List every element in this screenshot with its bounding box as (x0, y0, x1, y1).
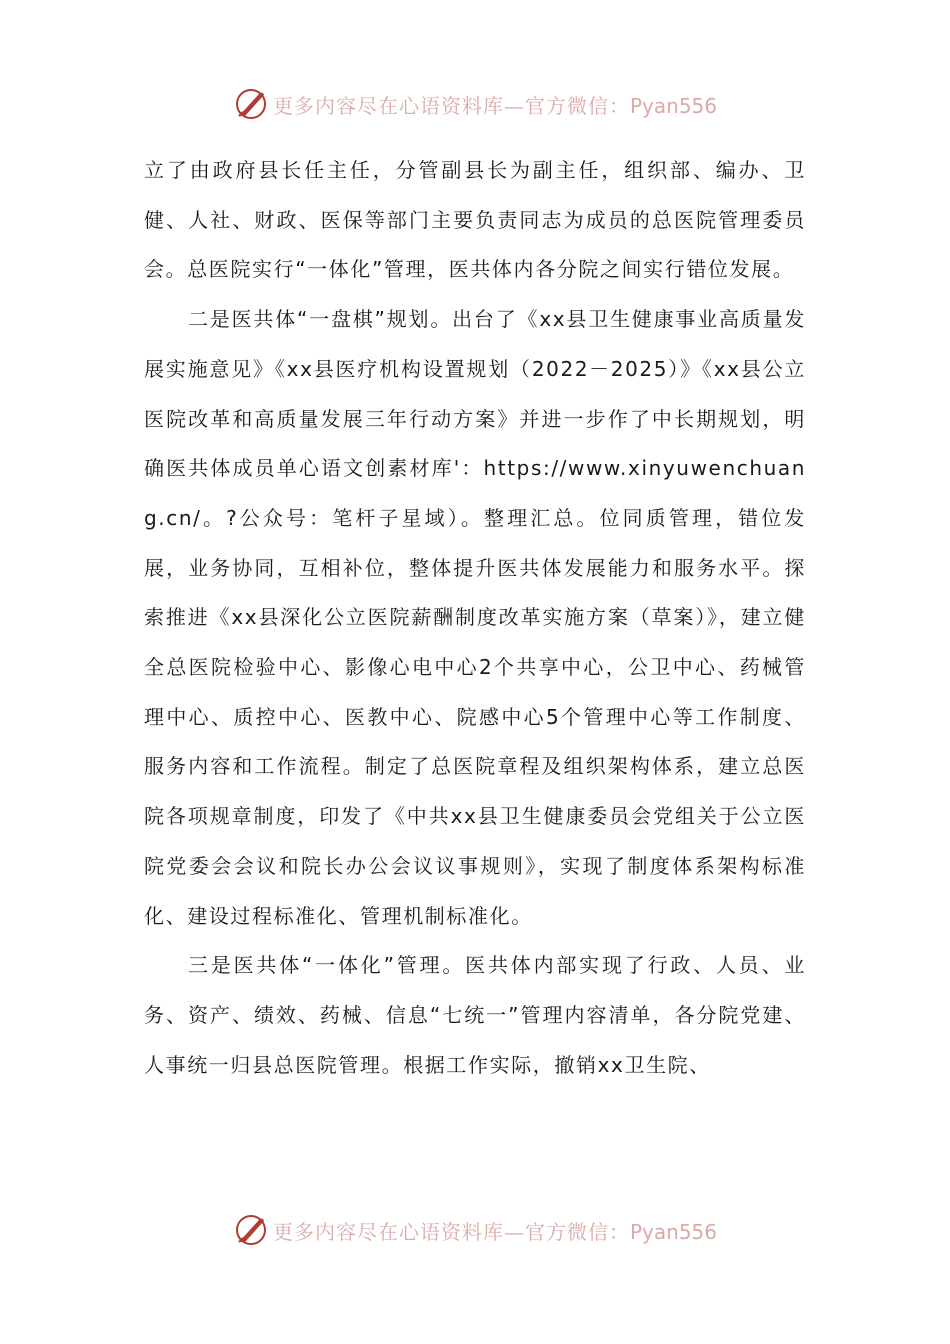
wechat-id: Pyan556 (629, 1219, 717, 1244)
document-body (144, 146, 806, 1090)
wechat-id: Pyan556 (629, 93, 717, 118)
paragraph-3: 三是医共体“一体化”管理。医共体内部实现了行政、人员、业务、资产、绩效、药械、信息“七统一”管理内容清单，各分院党建、人事统一归县总医院管理。根据工作实际，撤销xx卫生院、 (144, 953, 806, 1077)
quill-pen-logo-icon (233, 86, 269, 122)
footer-banner (0, 1208, 950, 1252)
quill-pen-logo-icon (233, 1212, 269, 1248)
paragraph-2: 二是医共体“一盘棋”规划。出台了《xx县卫生健康事业高质量发展实施意见》《xx县医疗机构设置规划（2022－2025）》《xx县公立医院改革和高质量发展三年行动方案》并进一步作了中长期规划，明确医共体成员单心语文创素材库'：https://www.xinyuwenchuang.cn/。?公众号：笔杆子星域）。整理汇总。位同质管理，错位发展，业务协同，互相补位，整体提升医共体发展能力和服务水平。探索推进《xx县深化公立医院薪酬制度改革实施方案（草案）》，建立健全总医院检验中心、影像心电中心2个共享中心，公卫中心、药械管理中心、质控中心、医教中心、院感中心5个管理中心等工作制度、服务内容和工作流程。制定了总医院章程及组织架构体系，建立总医院各项规章制度，印发了《中共xx县卫生健康委员会党组关于公立医院党委会会议和院长办公会议议事规则》，实现了制度体系架构标准化、建设过程标准化、管理机制标准化。 (144, 307, 806, 928)
header-banner (0, 82, 950, 126)
paragraph-1: 立了由政府县长任主任，分管副县长为副主任，组织部、编办、卫健、人社、财政、医保等部门主要负责同志为成员的总医院管理委员会。总医院实行“一体化”管理，医共体内各分院之间实行错位发展。 (144, 158, 806, 282)
header-banner-text: 更多内容尽在心语资料库—官方微信：Pyan556 (272, 93, 717, 118)
footer-banner-text: 更多内容尽在心语资料库—官方微信：Pyan556 (272, 1219, 717, 1244)
